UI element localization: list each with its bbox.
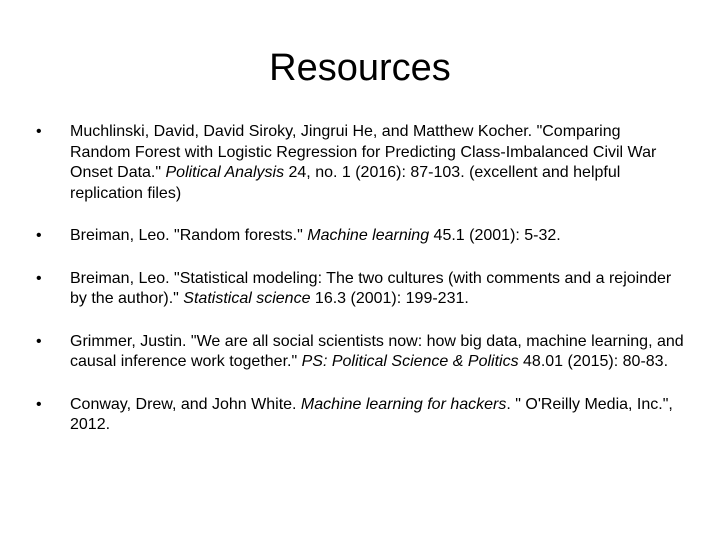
bullet-icon: • [36, 123, 42, 140]
reference-journal: PS: Political Science & Politics [301, 353, 519, 370]
reference-text: Grimmer, Justin. "We are all social scientists now: how big data, machine learning, and causal inference work together." [70, 332, 684, 370]
reference-text: Breiman, Leo. "Random forests." [70, 227, 308, 244]
reference-citation: 48.01 (2015): 80-83. [518, 353, 669, 370]
reference-item [36, 226, 684, 247]
reference-item [36, 269, 684, 310]
reference-item [36, 332, 684, 373]
reference-text: Muchlinski, David, David Siroky, Jingrui He, and Matthew Kocher. "Comparing Random Forest with Logistic Regression for Predicting Class-Imbalanced Civil War Onset Data." [70, 123, 657, 181]
reference-item [36, 122, 684, 204]
bullet-icon: • [36, 395, 42, 413]
reference-list [36, 122, 684, 458]
reference-book-title: Machine learning for hackers [300, 395, 507, 413]
reference-citation: 24, no. 1 (2016): 87-103. (excellent and helpful replication files) [70, 164, 621, 202]
bullet-icon: • [36, 332, 42, 350]
reference-citation: . " O'Reilly Media, Inc.", 2012. [70, 395, 673, 433]
reference-citation: 45.1 (2001): 5-32. [429, 227, 561, 244]
bullet-icon: • [36, 269, 42, 287]
reference-text: Breiman, Leo. "Statistical modeling: The two cultures (with comments and a rejoinder by the author)." [70, 269, 672, 307]
reference-journal: Machine learning [307, 227, 430, 244]
reference-journal: Political Analysis [165, 164, 285, 181]
slide-title: Resources [269, 47, 451, 89]
reference-journal: Statistical science [183, 290, 311, 307]
reference-citation: 16.3 (2001): 199-231. [310, 290, 469, 307]
reference-item [36, 395, 684, 436]
reference-text: Conway, Drew, and John White. [70, 395, 301, 413]
bullet-icon: • [36, 227, 42, 244]
